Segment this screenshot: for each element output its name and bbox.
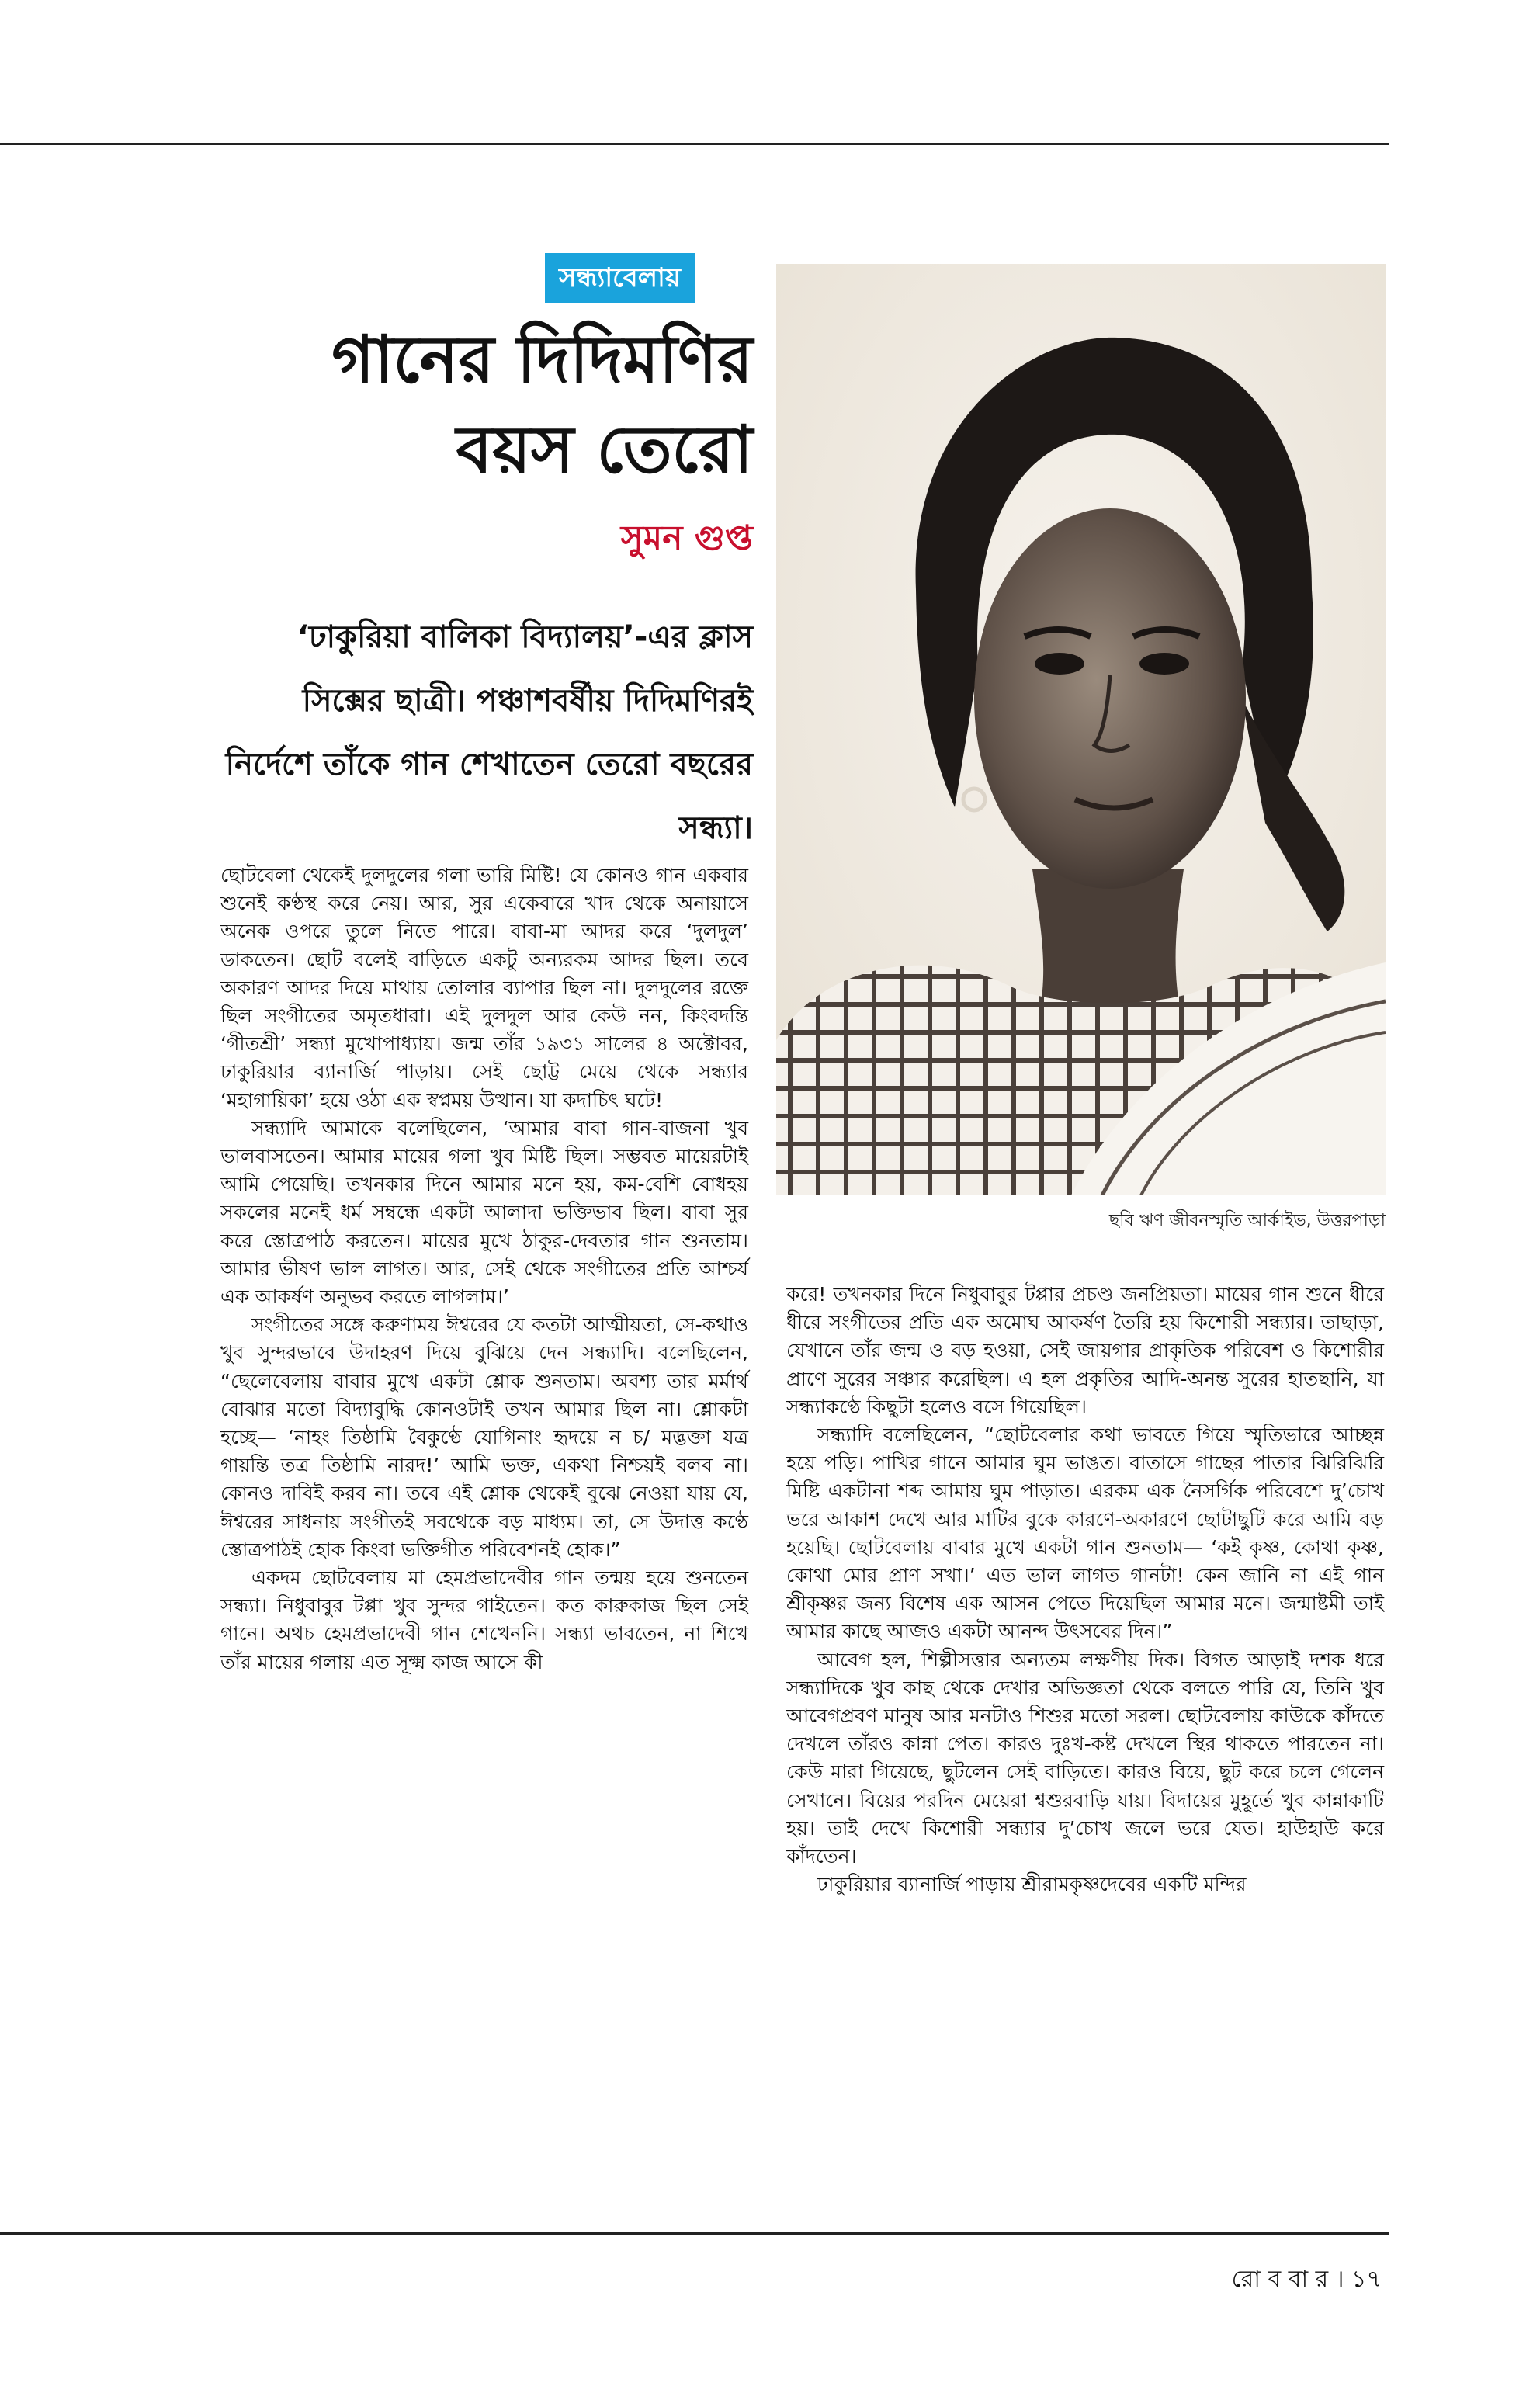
- page-number: ১৭: [1351, 2266, 1382, 2293]
- paragraph: ছোটবেলা থেকেই দুলদুলের গলা ভারি মিষ্টি! যে কোনও গান একবার শুনেই কণ্ঠস্থ করে নেয়। আর, সুর একেবারে খাদ থেকে অনায়াসে অনেক ওপরে তুলে নিতে পারে। বাবা-মা আদর করে ‘দুলদুল’ ডাকতেন। ছোট বলেই বাড়িতে একটু অন্যরকম আদর ছিল। তবে অকারণ আদর দিয়ে মাথায় তোলার ব্যাপার ছিল না। দুলদুলের রক্তে ছিল সংগীতের অমৃতধারা। এই দুলদুল আর কেউ নন, কিংবদন্তি ‘গীতশ্রী’ সন্ধ্যা মুখোপাধ্যায়। জন্ম তাঁর ১৯৩১ সালের ৪ অক্টোবর, ঢাকুরিয়ার ব্যানার্জি পাড়ায়। সেই ছোট্ট মেয়ে থেকে সন্ধ্যার ‘মহাগায়িকা’ হয়ে ওঠা এক স্বপ্নময় উত্থান। যা কদাচিৎ ঘটে!: [220, 864, 748, 1112]
- folio-separator: ।: [1335, 2266, 1344, 2293]
- magazine-name: রো ব বা র: [1231, 2266, 1329, 2293]
- photo-credit: ছবি ঋণ জীবনস্মৃতি আর্কাইভ, উত্তরপাড়া: [1108, 1211, 1386, 1230]
- portrait-photo: [776, 264, 1386, 1195]
- top-rule: [0, 143, 1389, 145]
- paragraph: আবেগ হল, শিল্পীসত্তার অন্যতম লক্ষণীয় দিক। বিগত আড়াই দশক ধরে সন্ধ্যাদিকে খুব কাছ থেকে দেখার অভিজ্ঞতা থেকে বলতে পারি যে, তিনি খুব আবেগপ্রবণ মানুষ আর মনটাও শিশুর মতো সরল। ছোটবেলায় কাউকে কাঁদতে দেখলে তাঁরও কান্না পেত। কারও দুঃখ-কষ্ট দেখলে স্থির থাকতে পারতেন না। কেউ মারা গিয়েছে, ছুটলেন সেই বাড়িতে। কারও বিয়ে, ছুট করে চলে গেলেন সেখানে। বিয়ের পরদিন মেয়েরা শ্বশুরবাড়ি যায়। বিদায়ের মুহূর্তে খুব কান্নাকাটি হয়। তাই দেখে কিশোরী সন্ধ্যার দু’চোখ জলে ভরে যেত। হাউহাউ করে কাঁদতেন।: [786, 1648, 1384, 1868]
- section-tag: সন্ধ্যাবেলায়: [545, 253, 695, 303]
- paragraph: ঢাকুরিয়ার ব্যানার্জি পাড়ায় শ্রীরামকৃষ্ণদেবের একটি মন্দির: [817, 1873, 1247, 1896]
- standfirst: ‘ঢাকুরিয়া বালিকা বিদ্যালয়’-এর ক্লাস সিক্সের ছাত্রী। পঞ্চাশবর্ষীয় দিদিমণিরই নির্দেশে তাঁকে গান শেখাতেন তেরো বছরের সন্ধ্যা।: [225, 619, 753, 846]
- article-column-left: [220, 862, 748, 1677]
- headline-line-2: বয়স তেরো: [456, 411, 753, 487]
- paragraph: করে! তখনকার দিনে নিধুবাবুর টপ্পার প্রচণ্ড জনপ্রিয়তা। মায়ের গান শুনে ধীরে ধীরে সংগীতের প্রতি এক অমোঘ আকর্ষণ তৈরি হয় কিশোরী সন্ধ্যার। তাছাড়া, যেখানে তাঁর জন্ম ও বড় হওয়া, সেই জায়গার প্রাকৃতিক পরিবেশ ও কিশোরীর প্রাণে সুরের সঞ্চার করেছিল। এ হল প্রকৃতির আদি-অনন্ত সুরের হাতছানি, যা সন্ধ্যাকণ্ঠে কিছুটা হলেও বসে গিয়েছিল।: [786, 1283, 1384, 1418]
- bottom-rule: [0, 2232, 1389, 2235]
- paragraph: একদম ছোটবেলায় মা হেমপ্রভাদেবীর গান তন্ময় হয়ে শুনতেন সন্ধ্যা। নিধুবাবুর টপ্পা খুব সুন্দর গাইতেন। কত কারুকাজ ছিল সেই গানে। অথচ হেমপ্রভাদেবী গান শেখেননি। সন্ধ্যা ভাবতেন, না শিখে তাঁর মায়ের গলায় এত সূক্ষ্ম কাজ আসে কী: [220, 1566, 748, 1673]
- headline-line-1: গানের দিদিমণির: [331, 321, 753, 397]
- paragraph: সংগীতের সঙ্গে করুণাময় ঈশ্বরের যে কতটা আত্মীয়তা, সে-কথাও খুব সুন্দরভাবে উদাহরণ দিয়ে বুঝিয়ে দেন সন্ধ্যাদি। বলেছিলেন, “ছেলেবেলায় বাবার মুখে একটা শ্লোক শুনতাম। অবশ্য তার মর্মার্থ বোঝার মতো বিদ্যাবুদ্ধি কোনওটাই তখন আমার ছিল না। শ্লোকটা হচ্ছে— ‘নাহং তিষ্ঠামি বৈকুণ্ঠে যোগিনাং হৃদয়ে ন চ/ মদ্ভক্তা যত্র গায়ন্তি তত্র তিষ্ঠামি নারদ!’ আমি ভক্ত, একথা নিশ্চয়ই বলব না। কোনও দাবিই করব না। তবে এই শ্লোক থেকেই বুঝে নেওয়া যায় যে, ঈশ্বরের সাধনায় সংগীতই সবথেকে বড় মাধ্যম। তা, সে উদাত্ত কণ্ঠে স্তোত্রপাঠই হোক কিংবা ভক্তিগীত পরিবেশনই হোক।”: [220, 1313, 748, 1561]
- paragraph: সন্ধ্যাদি আমাকে বলেছিলেন, ‘আমার বাবা গান-বাজনা খুব ভালবাসতেন। আমার মায়ের গলা খুব মিষ্টি ছিল। সম্ভবত মায়েরটাই আমি পেয়েছি। তখনকার দিনে আমার মনে হয়, কম-বেশি বোধহয় সকলের মনেই ধর্ম সম্বন্ধে একটা আলাদা ভক্তিভাব ছিল। বাবা সুর করে স্তোত্রপাঠ করতেন। মায়ের মুখে ঠাকুর-দেবতার গান শুনতাম। আমার ভীষণ ভাল লাগত। আর, সেই থেকে সংগীতের প্রতি আশ্চর্য এক আকর্ষণ অনুভব করতে লাগলাম।’: [220, 1116, 748, 1309]
- article-column-right: [786, 1281, 1384, 1899]
- headline: [225, 314, 753, 494]
- byline: সুমন গুপ্ত: [620, 518, 753, 558]
- page-folio: [1164, 2260, 1382, 2300]
- paragraph: সন্ধ্যাদি বলেছিলেন, “ছোটবেলার কথা ভাবতে গিয়ে স্মৃতিভারে আচ্ছন্ন হয়ে পড়ি। পাখির গানে আমার ঘুম ভাঙত। বাতাসে গাছের পাতার ঝিরিঝিরি মিষ্টি একটানা শব্দ আমায় ঘুম পাড়াত। এরকম এক নৈসর্গিক পরিবেশে দু’চোখ ভরে আকাশ দেখে আর মাটির বুকে কারণে-অকারণে ছোটাছুটি করে আমি বড় হয়েছি। ছোটবেলায় বাবার মুখে একটা গান শুনতাম— ‘কই কৃষ্ণ, কোথা কৃষ্ণ, কোথা মোর প্রাণ সখা।’ এত ভাল লাগত গানটা! কেন জানি না এই গান শ্রীকৃষ্ণর জন্য বিশেষ এক আসন পেতে দিয়েছিল আমার মনে। জন্মাষ্টমী তাই আমার কাছে আজও একটা আনন্দ উৎসবের দিন।”: [786, 1424, 1384, 1643]
